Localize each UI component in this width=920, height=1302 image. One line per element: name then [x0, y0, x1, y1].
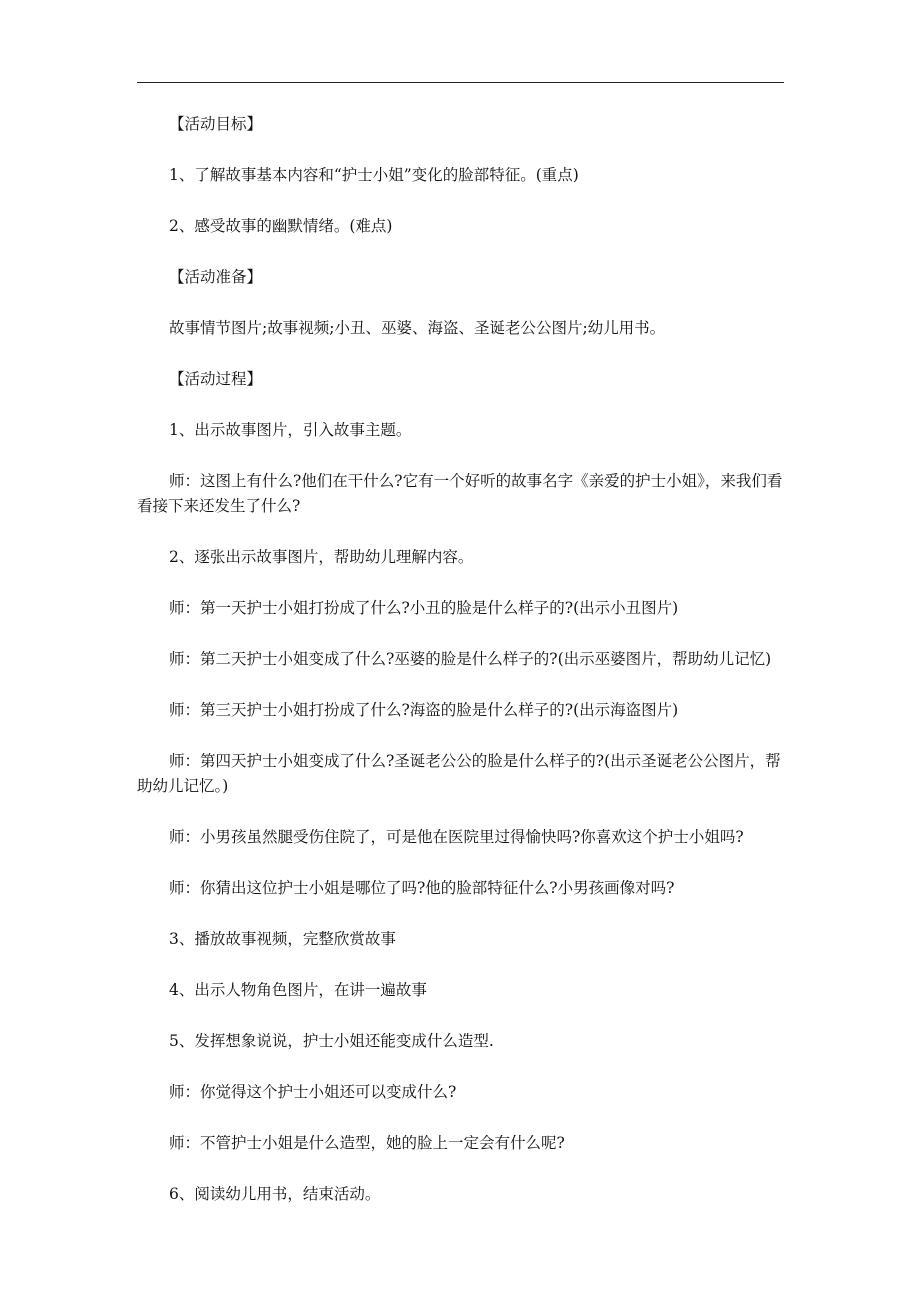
section-heading-preparation: 【活动准备】 — [169, 268, 263, 286]
process-step-5: 5、发挥想象说说，护士小姐还能变成什么造型. — [169, 1032, 494, 1050]
teacher-line: 师：这图上有什么?他们在干什么?它有一个好听的故事名字《亲爱的护士小姐》，来我们看看接下来还发生了什么? — [137, 472, 783, 515]
teacher-line: 师：第一天护士小姐打扮成了什么?小丑的脸是什么样子的?(出示小丑图片) — [169, 599, 679, 617]
section-heading-process: 【活动过程】 — [169, 370, 263, 388]
header-rule — [137, 82, 784, 83]
process-step-4: 4、出示人物角色图片，在讲一遍故事 — [169, 981, 427, 999]
process-step-3: 3、播放故事视频，完整欣赏故事 — [169, 930, 396, 948]
section-heading-goals: 【活动目标】 — [169, 115, 263, 133]
process-step-2: 2、逐张出示故事图片，帮助幼儿理解内容。 — [169, 548, 474, 566]
process-step-1: 1、出示故事图片，引入故事主题。 — [169, 421, 412, 439]
goal-item-1: 1、了解故事基本内容和“护士小姐”变化的脸部特征。(重点) — [169, 166, 579, 184]
teacher-line: 师：第三天护士小姐打扮成了什么?海盗的脸是什么样子的?(出示海盗图片) — [169, 701, 679, 719]
process-step-6: 6、阅读幼儿用书，结束活动。 — [169, 1185, 381, 1203]
teacher-line: 师：你觉得这个护士小姐还可以变成什么? — [169, 1083, 457, 1101]
document-body — [137, 112, 784, 1233]
teacher-line: 师：你猜出这位护士小姐是哪位了吗?他的脸部特征什么?小男孩画像对吗? — [169, 879, 675, 897]
teacher-line: 师：第四天护士小姐变成了什么?圣诞老公公的脸是什么样子的?(出示圣诞老公公图片，帮助幼儿记忆。) — [137, 752, 781, 795]
teacher-line: 师：小男孩虽然腿受伤住院了，可是他在医院里过得愉快吗?你喜欢这个护士小姐吗? — [169, 828, 744, 846]
teacher-line: 师：第二天护士小姐变成了什么?巫婆的脸是什么样子的?(出示巫婆图片，帮助幼儿记忆) — [169, 650, 772, 668]
goal-item-2: 2、感受故事的幽默情绪。(难点) — [169, 217, 393, 235]
teacher-line: 师：不管护士小姐是什么造型，她的脸上一定会有什么呢? — [169, 1134, 565, 1152]
preparation-text: 故事情节图片;故事视频;小丑、巫婆、海盗、圣诞老公公图片;幼儿用书。 — [169, 319, 666, 337]
